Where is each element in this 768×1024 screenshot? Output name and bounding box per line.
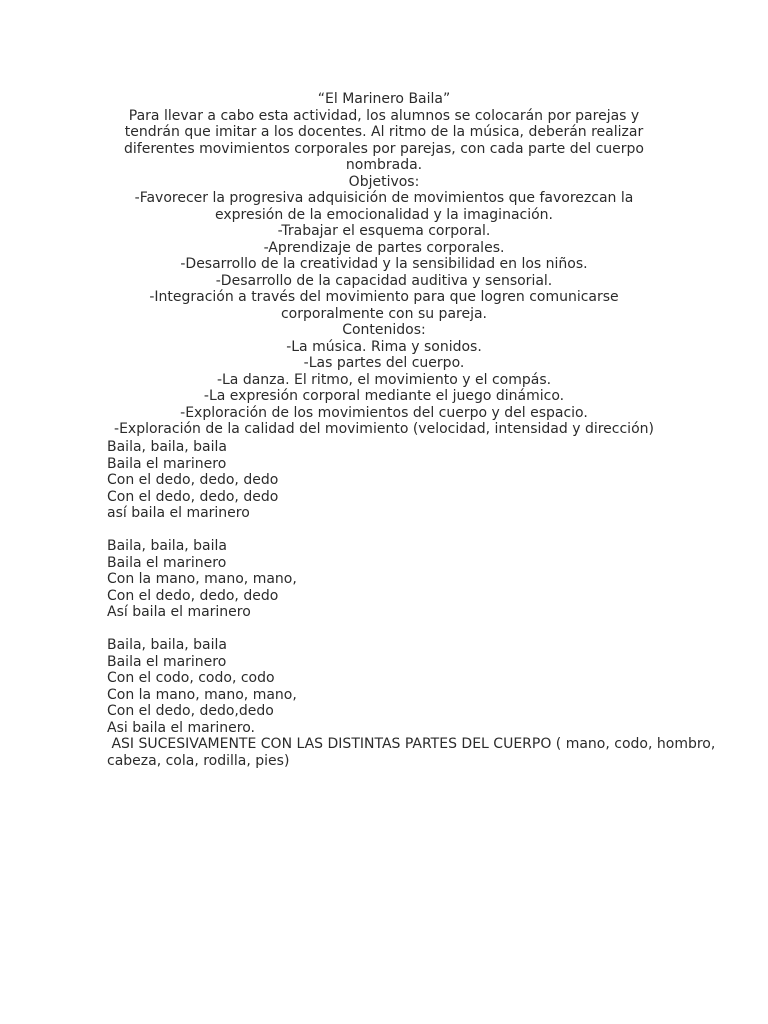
lyric-line: Baila, baila, baila xyxy=(107,439,227,455)
intro-paragraph: Para llevar a cabo esta actividad, los alumnos se colocarán por parejas y tendrán que imitar a los docentes. Al ritmo de la música, deberán realizar diferentes movimientos corporales por parejas, con cada parte del cuerpo nombrada. xyxy=(124,107,644,173)
objective-item: -Favorecer la progresiva adquisición de movimientos que favorezcan la expresión de la emocionalidad y la imaginación. xyxy=(134,190,634,223)
objectives-heading: Objetivos: xyxy=(348,173,420,190)
objective-item: -Trabajar el esquema corporal. xyxy=(277,223,491,239)
lyric-line: Con el dedo, dedo,dedo xyxy=(107,703,274,719)
closing-note: ASI SUCESIVAMENTE CON LAS DISTINTAS PARTES DEL CUERPO ( mano, codo, hombro, cabeza, cola, rodilla, pies) xyxy=(107,736,720,769)
lyric-line: Con el dedo, dedo, dedo xyxy=(107,488,279,505)
lyric-line: Baila, baila, baila xyxy=(107,637,227,653)
lyric-line: Asi baila el marinero. xyxy=(107,719,256,736)
content-item: -La expresión corporal mediante el juego dinámico. xyxy=(203,388,565,404)
objective-item: -Desarrollo de la capacidad auditiva y sensorial. xyxy=(215,272,553,289)
lyric-line: Así baila el marinero xyxy=(107,604,251,620)
content-item: -Exploración de los movimientos del cuerpo y del espacio. xyxy=(180,404,588,421)
song-lyrics xyxy=(107,439,727,769)
song-stanza-3 xyxy=(107,637,727,736)
lyric-line: Con el dedo, dedo, dedo xyxy=(107,587,279,604)
lyric-line: Con el dedo, dedo, dedo xyxy=(107,472,279,488)
document-title: “El Marinero Baila” xyxy=(317,91,451,107)
lyric-line: Con la mano, mano, mano, xyxy=(107,571,297,587)
objective-item: -Aprendizaje de partes corporales. xyxy=(263,239,505,256)
objective-item: -Integración a través del movimiento para que logren comunicarse corporalmente con su pareja. xyxy=(149,289,619,322)
content-item: -Las partes del cuerpo. xyxy=(303,355,465,371)
song-stanza-2 xyxy=(107,538,727,621)
song-stanza-1 xyxy=(107,439,727,522)
lyric-line: Con la mano, mano, mano, xyxy=(107,686,297,703)
activity-description xyxy=(100,91,668,438)
content-item: -La música. Rima y sonidos. xyxy=(286,338,482,355)
lyric-line: Baila el marinero xyxy=(107,653,227,670)
content-item: -La danza. El ritmo, el movimiento y el compás. xyxy=(216,371,552,388)
lyric-line: Baila el marinero xyxy=(107,554,227,571)
lyric-line: Baila el marinero xyxy=(107,455,227,472)
contents-heading: Contenidos: xyxy=(342,322,426,338)
lyric-line: Con el codo, codo, codo xyxy=(107,670,275,686)
content-item: -Exploración de la calidad del movimiento (velocidad, intensidad y dirección) xyxy=(114,421,654,437)
lyric-line: así baila el marinero xyxy=(107,505,250,521)
objective-item: -Desarrollo de la creatividad y la sensibilidad en los niños. xyxy=(180,256,588,272)
lyric-line: Baila, baila, baila xyxy=(107,538,227,554)
